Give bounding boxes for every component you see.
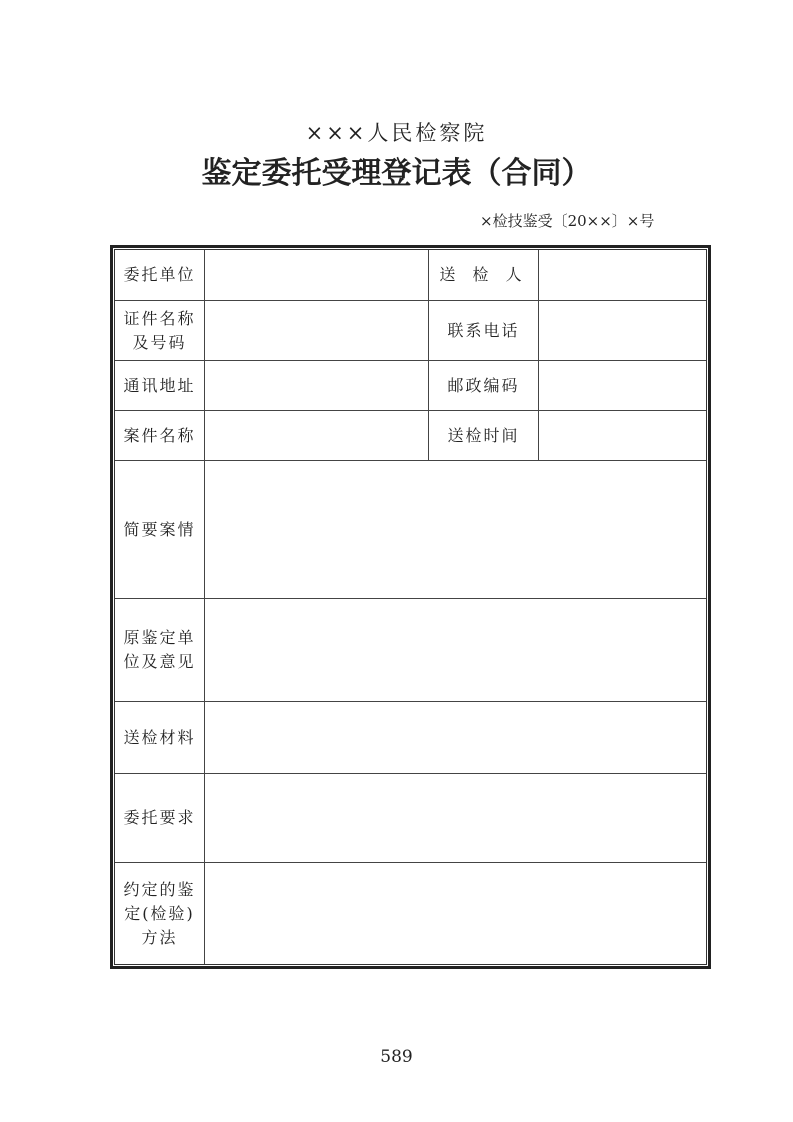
postcode-field[interactable] <box>539 361 706 410</box>
label-entrusting-unit: 委托单位 <box>123 265 196 284</box>
label-case-summary: 简要案情 <box>123 519 196 539</box>
label-method-line-2: 定(检验) <box>124 903 195 923</box>
page-title: 鉴定委托受理登记表（合同） <box>201 156 592 191</box>
label-submitter: 送 检 人 <box>439 265 528 284</box>
label-postcode: 邮政编码 <box>447 375 520 395</box>
label-address: 通讯地址 <box>123 375 196 395</box>
case-summary-field[interactable] <box>205 461 706 598</box>
page-number: 589 <box>380 1047 413 1067</box>
case-name-field[interactable] <box>205 411 428 460</box>
label-id-line-2: 及号码 <box>132 332 187 352</box>
label-method-line-1: 约定的鉴 <box>123 879 196 899</box>
label-original-opinion <box>115 599 204 701</box>
address-field[interactable] <box>205 361 428 410</box>
form-table <box>114 249 707 965</box>
label-requirements: 委托要求 <box>123 808 196 827</box>
label-case-name: 案件名称 <box>123 425 196 445</box>
id-number-field[interactable] <box>205 301 428 360</box>
submit-time-field[interactable] <box>539 411 706 460</box>
submitter-field[interactable] <box>539 250 706 300</box>
label-materials: 送检材料 <box>123 727 196 747</box>
label-method <box>115 863 204 964</box>
original-opinion-field[interactable] <box>205 599 706 701</box>
label-phone: 联系电话 <box>447 320 520 340</box>
materials-field[interactable] <box>205 702 706 773</box>
label-original-line-1: 原鉴定单 <box>123 628 196 647</box>
organization-name: ×××人民检察院 <box>305 121 488 145</box>
entrusting-unit-field[interactable] <box>205 250 428 300</box>
label-method-line-3: 方法 <box>141 927 178 947</box>
label-id-line-1: 证件名称 <box>123 308 196 328</box>
label-submit-time: 送检时间 <box>447 425 520 445</box>
label-original-line-2: 位及意见 <box>123 652 196 671</box>
document-number: ×检技鉴受〔20××〕×号 <box>480 212 655 230</box>
requirements-field[interactable] <box>205 774 706 862</box>
phone-field[interactable] <box>539 301 706 360</box>
label-id-name-number <box>115 301 204 360</box>
method-field[interactable] <box>205 863 706 964</box>
